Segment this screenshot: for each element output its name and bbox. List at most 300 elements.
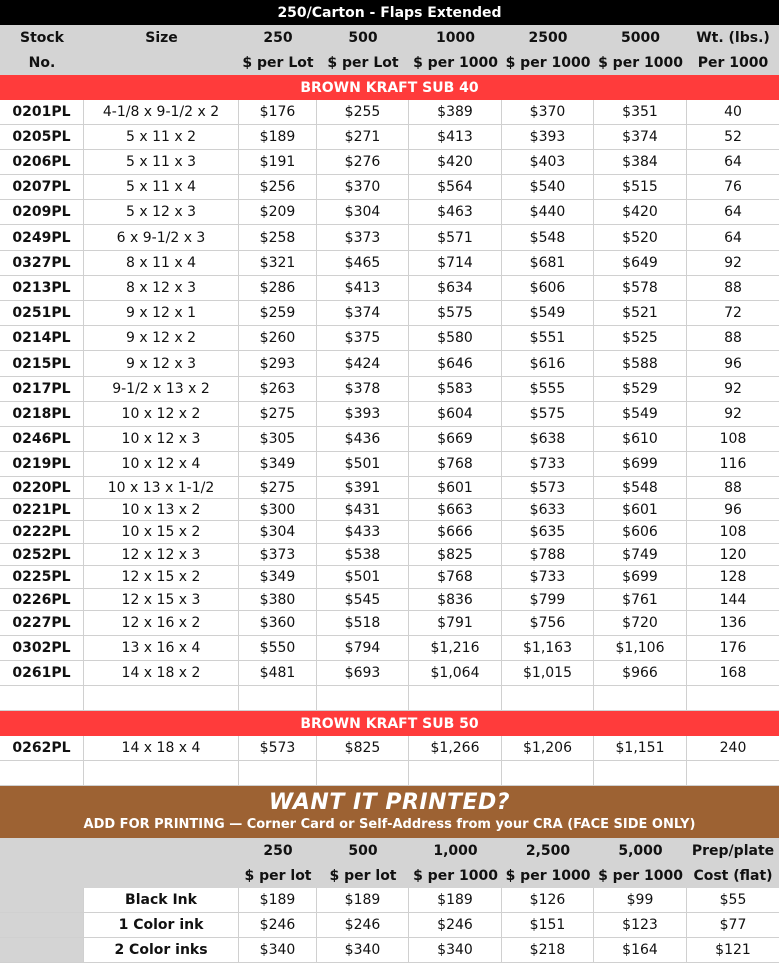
- price-cell: $699: [594, 452, 687, 476]
- price-cell: $413: [317, 276, 409, 300]
- price-cell: $580: [409, 326, 502, 350]
- price-cell: $209: [239, 200, 317, 224]
- blank-cell: [409, 761, 502, 785]
- printing-row: [0, 888, 779, 913]
- table-row: [0, 427, 779, 452]
- table-row: [0, 150, 779, 175]
- price-cell: $635: [502, 521, 594, 543]
- price-cell: $515: [594, 175, 687, 199]
- printing-rows: [0, 888, 779, 963]
- price-cell: $768: [409, 566, 502, 588]
- size-cell: 14 x 18 x 2: [84, 661, 239, 685]
- table-row: [0, 521, 779, 544]
- price-cell: 168: [719, 665, 747, 681]
- price-cell: $380: [239, 589, 317, 610]
- price-cell: $271: [317, 125, 409, 149]
- size-cell: 9 x 12 x 3: [84, 351, 239, 376]
- blank-cell: [594, 686, 687, 710]
- price-cell: $378: [317, 377, 409, 401]
- stock-number: 0262PL: [0, 736, 84, 760]
- price-cell: $714: [409, 251, 502, 275]
- blank-cell: [409, 686, 502, 710]
- header-cell: Wt. (lbs.): [696, 29, 770, 46]
- price-cell: $564: [409, 175, 502, 199]
- printing-header-cell: Cost (flat): [693, 867, 773, 884]
- price-cell: $263: [239, 377, 317, 401]
- blank-cell: [84, 686, 239, 710]
- price-cell: $761: [594, 589, 687, 610]
- size-cell: 8 x 12 x 3: [84, 276, 239, 300]
- price-cell: $578: [594, 276, 687, 300]
- price-cell: 128: [719, 569, 747, 585]
- price-cell: 116: [719, 456, 747, 472]
- price-cell: $616: [502, 351, 594, 376]
- printing-price-cell: $123: [594, 913, 687, 938]
- price-cell: $424: [317, 351, 409, 376]
- table-row: [0, 175, 779, 200]
- printing-header-cell: $ per 1000: [505, 867, 591, 884]
- size-cell: 5 x 12 x 3: [84, 200, 239, 224]
- table-row: [0, 100, 779, 125]
- printing-price-cell: $164: [594, 938, 687, 963]
- size-cell: 12 x 16 x 2: [84, 611, 239, 635]
- price-cell: $304: [317, 200, 409, 224]
- table-row: [0, 477, 779, 499]
- table-row: [0, 225, 779, 251]
- printing-header-row-2: [0, 863, 779, 888]
- stock-number: 0249PL: [0, 225, 84, 250]
- price-cell: $633: [502, 499, 594, 520]
- price-cell: $791: [409, 611, 502, 635]
- printing-header-row-1: [0, 838, 779, 863]
- price-cell: 144: [719, 591, 747, 608]
- price-cell: $360: [239, 611, 317, 635]
- sections: [0, 75, 779, 786]
- price-cell: $373: [317, 225, 409, 250]
- blank-cell: [84, 761, 239, 785]
- printing-price-cell: $121: [687, 938, 779, 963]
- price-cell: $501: [317, 452, 409, 476]
- price-cell: 88: [724, 330, 742, 346]
- header-row-2: [0, 50, 779, 75]
- price-cell: $571: [409, 225, 502, 250]
- price-cell: 52: [724, 129, 742, 145]
- stock-number: 0214PL: [0, 326, 84, 350]
- price-cell: $555: [502, 377, 594, 401]
- stock-number: 0251PL: [0, 301, 84, 325]
- price-cell: $384: [594, 150, 687, 174]
- blank-cell: [0, 686, 84, 710]
- stock-number: 0206PL: [0, 150, 84, 174]
- price-cell: $275: [239, 477, 317, 498]
- price-cell: 76: [724, 179, 742, 195]
- header-cell: Per 1000: [697, 54, 769, 71]
- table-row: [0, 452, 779, 477]
- size-cell: 9 x 12 x 2: [84, 326, 239, 350]
- stock-number: 0201PL: [0, 100, 84, 124]
- price-cell: $1,106: [594, 636, 687, 660]
- blank-row: [0, 686, 779, 711]
- table-row: [0, 326, 779, 351]
- printing-price-cell: $340: [239, 938, 317, 963]
- price-cell: $663: [409, 499, 502, 520]
- printing-header-cell: $ per 1000: [598, 867, 683, 884]
- price-cell: $433: [317, 521, 409, 543]
- price-cell: 40: [724, 104, 742, 120]
- blank-cell: [502, 686, 594, 710]
- price-cell: $463: [409, 200, 502, 224]
- price-cell: 64: [724, 154, 742, 170]
- price-cell: $794: [317, 636, 409, 660]
- printing-price-cell: $189: [317, 888, 409, 913]
- price-cell: $525: [594, 326, 687, 350]
- price-cell: $275: [239, 402, 317, 426]
- price-cell: $1,064: [409, 661, 502, 685]
- size-cell: 10 x 13 x 2: [84, 499, 239, 520]
- table-row: [0, 301, 779, 326]
- price-cell: $825: [409, 544, 502, 565]
- table-row: [0, 377, 779, 402]
- header-cell: [84, 50, 239, 75]
- printing-price-cell: $340: [317, 938, 409, 963]
- price-cell: $575: [502, 402, 594, 426]
- price-cell: $606: [502, 276, 594, 300]
- stock-number: 0213PL: [0, 276, 84, 300]
- price-cell: $825: [317, 736, 409, 760]
- size-cell: 13 x 16 x 4: [84, 636, 239, 660]
- size-cell: 12 x 15 x 3: [84, 589, 239, 610]
- table-row: [0, 200, 779, 225]
- price-cell: $548: [594, 477, 687, 498]
- blank-cell: [502, 761, 594, 785]
- header-cell: $ per Lot: [242, 54, 314, 71]
- table-row: [0, 661, 779, 686]
- printing-header-cell: 2,500: [525, 842, 571, 859]
- price-cell: $305: [239, 427, 317, 451]
- stock-number: 0217PL: [0, 377, 84, 401]
- printing-price-cell: $77: [687, 913, 779, 938]
- price-cell: $370: [502, 100, 594, 124]
- price-cell: $551: [502, 326, 594, 350]
- column-header: [0, 25, 779, 75]
- price-cell: $391: [317, 477, 409, 498]
- price-cell: $393: [317, 402, 409, 426]
- price-cell: 88: [724, 479, 742, 496]
- spacer-cell: [0, 888, 84, 913]
- price-cell: $260: [239, 326, 317, 350]
- printing-price-cell: $246: [239, 913, 317, 938]
- price-cell: $549: [502, 301, 594, 325]
- printing-price-cell: $151: [502, 913, 594, 938]
- header-cell: $ per 1000: [413, 54, 498, 71]
- size-cell: 8 x 11 x 4: [84, 251, 239, 275]
- printing-price-cell: $55: [687, 888, 779, 913]
- price-cell: $375: [317, 326, 409, 350]
- price-cell: $573: [239, 736, 317, 760]
- price-cell: $440: [502, 200, 594, 224]
- stock-number: 0226PL: [0, 589, 84, 610]
- section-title: BROWN KRAFT SUB 40: [0, 75, 779, 100]
- price-cell: $699: [594, 566, 687, 588]
- price-cell: $545: [317, 589, 409, 610]
- blank-cell: [239, 761, 317, 785]
- price-cell: $646: [409, 351, 502, 376]
- printing-header-cell: 5,000: [618, 842, 663, 859]
- header-cell: $ per Lot: [327, 54, 399, 71]
- price-cell: $573: [502, 477, 594, 498]
- size-cell: 9 x 12 x 1: [84, 301, 239, 325]
- blank-cell: [317, 686, 409, 710]
- size-cell: 5 x 11 x 3: [84, 150, 239, 174]
- price-cell: $176: [239, 100, 317, 124]
- price-cell: $538: [317, 544, 409, 565]
- stock-number: 0221PL: [0, 499, 84, 520]
- price-cell: $606: [594, 521, 687, 543]
- price-cell: $276: [317, 150, 409, 174]
- size-cell: 12 x 12 x 3: [84, 544, 239, 565]
- blank-cell: [317, 761, 409, 785]
- price-cell: 72: [724, 305, 742, 321]
- price-cell: 92: [724, 406, 742, 422]
- price-cell: $255: [317, 100, 409, 124]
- price-cell: $431: [317, 499, 409, 520]
- header-cell: Size: [145, 29, 178, 46]
- price-cell: 120: [719, 546, 747, 563]
- printing-price-cell: $340: [409, 938, 502, 963]
- printing-price-cell: $246: [409, 913, 502, 938]
- price-cell: 108: [719, 524, 747, 540]
- size-cell: 4-1/8 x 9-1/2 x 2: [84, 100, 239, 124]
- price-cell: $693: [317, 661, 409, 685]
- price-cell: $321: [239, 251, 317, 275]
- price-cell: $634: [409, 276, 502, 300]
- price-cell: 108: [719, 431, 747, 447]
- printing-header-cell: 250: [263, 842, 293, 859]
- printing-price-cell: $218: [502, 938, 594, 963]
- price-cell: $259: [239, 301, 317, 325]
- printing-banner: [0, 786, 779, 838]
- size-cell: 5 x 11 x 2: [84, 125, 239, 149]
- printing-header-cell: 500: [348, 842, 378, 859]
- price-cell: $351: [594, 100, 687, 124]
- stock-number: 0218PL: [0, 402, 84, 426]
- price-cell: 240: [719, 740, 747, 756]
- price-cell: 96: [724, 355, 742, 372]
- price-cell: $420: [594, 200, 687, 224]
- printing-row: [0, 913, 779, 938]
- stock-number: 0327PL: [0, 251, 84, 275]
- spacer-cell: [84, 863, 239, 888]
- header-row-1: [0, 25, 779, 50]
- price-cell: $550: [239, 636, 317, 660]
- printing-price-cell: $246: [317, 913, 409, 938]
- table-row: [0, 402, 779, 427]
- price-cell: $1,163: [502, 636, 594, 660]
- printing-header-cell: $ per lot: [329, 867, 397, 884]
- price-cell: $733: [502, 452, 594, 476]
- size-cell: 10 x 13 x 1-1/2: [84, 477, 239, 498]
- table-row: [0, 589, 779, 611]
- price-cell: $436: [317, 427, 409, 451]
- stock-number: 0209PL: [0, 200, 84, 224]
- table-row: [0, 636, 779, 661]
- blank-cell: [687, 761, 779, 785]
- table-title: 250/Carton - Flaps Extended: [0, 0, 779, 25]
- header-cell: $ per 1000: [505, 54, 591, 71]
- stock-number: 0225PL: [0, 566, 84, 588]
- price-cell: $966: [594, 661, 687, 685]
- spacer-cell: [0, 863, 84, 888]
- price-cell: $788: [502, 544, 594, 565]
- printing-headline: WANT IT PRINTED?: [268, 790, 511, 815]
- price-cell: 92: [724, 255, 742, 271]
- printing-subline: ADD FOR PRINTING — Corner Card or Self-Address from your CRA (FACE SIDE ONLY): [83, 817, 696, 832]
- stock-number: 0246PL: [0, 427, 84, 451]
- price-cell: $733: [502, 566, 594, 588]
- header-cell: 5000: [621, 29, 660, 46]
- table-row: [0, 351, 779, 377]
- price-cell: $393: [502, 125, 594, 149]
- printing-price-cell: $189: [239, 888, 317, 913]
- price-cell: 64: [724, 204, 742, 220]
- printing-price-cell: $126: [502, 888, 594, 913]
- price-cell: $374: [594, 125, 687, 149]
- price-cell: $681: [502, 251, 594, 275]
- price-cell: $1,151: [594, 736, 687, 760]
- printing-price-cell: $99: [594, 888, 687, 913]
- printing-row: [0, 938, 779, 963]
- price-cell: $548: [502, 225, 594, 250]
- price-cell: $836: [409, 589, 502, 610]
- price-cell: $720: [594, 611, 687, 635]
- price-cell: $403: [502, 150, 594, 174]
- price-cell: $349: [239, 566, 317, 588]
- spacer-cell: [0, 913, 84, 938]
- header-cell: Stock: [19, 29, 64, 46]
- table-row: [0, 276, 779, 301]
- stock-number: 0207PL: [0, 175, 84, 199]
- size-cell: 10 x 15 x 2: [84, 521, 239, 543]
- header-cell: No.: [28, 54, 56, 71]
- table-row: [0, 736, 779, 761]
- price-cell: $610: [594, 427, 687, 451]
- size-cell: 5 x 11 x 4: [84, 175, 239, 199]
- size-cell: 14 x 18 x 4: [84, 736, 239, 760]
- price-cell: $604: [409, 402, 502, 426]
- printing-header-cell: 1,000: [433, 842, 478, 859]
- price-cell: $601: [409, 477, 502, 498]
- price-cell: 136: [719, 615, 747, 631]
- price-cell: $540: [502, 175, 594, 199]
- price-cell: $601: [594, 499, 687, 520]
- spacer-cell: [0, 838, 84, 863]
- price-cell: $374: [317, 301, 409, 325]
- price-cell: $756: [502, 611, 594, 635]
- printing-header: [0, 838, 779, 888]
- header-cell: 1000: [436, 29, 475, 46]
- stock-number: 0227PL: [0, 611, 84, 635]
- price-cell: $588: [594, 351, 687, 376]
- header-cell: 500: [348, 29, 378, 46]
- price-cell: $669: [409, 427, 502, 451]
- price-cell: $501: [317, 566, 409, 588]
- price-cell: $286: [239, 276, 317, 300]
- price-cell: 96: [724, 501, 742, 518]
- size-cell: 12 x 15 x 2: [84, 566, 239, 588]
- ink-label: Black Ink: [84, 888, 239, 913]
- price-cell: $1,266: [409, 736, 502, 760]
- blank-cell: [0, 761, 84, 785]
- price-cell: $389: [409, 100, 502, 124]
- price-cell: $304: [239, 521, 317, 543]
- price-cell: 88: [724, 280, 742, 296]
- table-row: [0, 499, 779, 521]
- stock-number: 0219PL: [0, 452, 84, 476]
- ink-label: 2 Color inks: [84, 938, 239, 963]
- price-cell: 64: [724, 229, 742, 246]
- price-cell: $481: [239, 661, 317, 685]
- stock-number: 0205PL: [0, 125, 84, 149]
- size-cell: 6 x 9-1/2 x 3: [84, 225, 239, 250]
- header-cell: $ per 1000: [598, 54, 683, 71]
- section-title: BROWN KRAFT SUB 50: [0, 711, 779, 736]
- price-cell: $520: [594, 225, 687, 250]
- price-cell: $638: [502, 427, 594, 451]
- price-cell: $529: [594, 377, 687, 401]
- ink-label: 1 Color ink: [84, 913, 239, 938]
- price-cell: $649: [594, 251, 687, 275]
- price-cell: $518: [317, 611, 409, 635]
- price-cell: $768: [409, 452, 502, 476]
- size-cell: 10 x 12 x 2: [84, 402, 239, 426]
- table-row: [0, 251, 779, 276]
- price-cell: $349: [239, 452, 317, 476]
- price-cell: $189: [239, 125, 317, 149]
- price-cell: $521: [594, 301, 687, 325]
- price-cell: $256: [239, 175, 317, 199]
- table-row: [0, 566, 779, 589]
- price-cell: $575: [409, 301, 502, 325]
- blank-row: [0, 761, 779, 786]
- blank-cell: [687, 686, 779, 710]
- price-cell: $370: [317, 175, 409, 199]
- price-cell: 92: [724, 381, 742, 397]
- printing-header-cell: $ per lot: [244, 867, 312, 884]
- price-cell: $1,216: [409, 636, 502, 660]
- table-row: [0, 544, 779, 566]
- price-cell: $549: [594, 402, 687, 426]
- table-row: [0, 611, 779, 636]
- price-cell: $799: [502, 589, 594, 610]
- blank-cell: [594, 761, 687, 785]
- price-cell: $413: [409, 125, 502, 149]
- price-cell: $258: [239, 225, 317, 250]
- stock-number: 0302PL: [0, 636, 84, 660]
- table-row: [0, 125, 779, 150]
- price-cell: $1,206: [502, 736, 594, 760]
- price-cell: $420: [409, 150, 502, 174]
- price-cell: $373: [239, 544, 317, 565]
- price-cell: $191: [239, 150, 317, 174]
- stock-number: 0220PL: [0, 477, 84, 498]
- stock-number: 0261PL: [0, 661, 84, 685]
- price-cell: $666: [409, 521, 502, 543]
- header-cell: 2500: [528, 29, 568, 46]
- stock-number: 0252PL: [0, 544, 84, 565]
- price-cell: $293: [239, 351, 317, 376]
- size-cell: 9-1/2 x 13 x 2: [84, 377, 239, 401]
- spacer-cell: [84, 838, 239, 863]
